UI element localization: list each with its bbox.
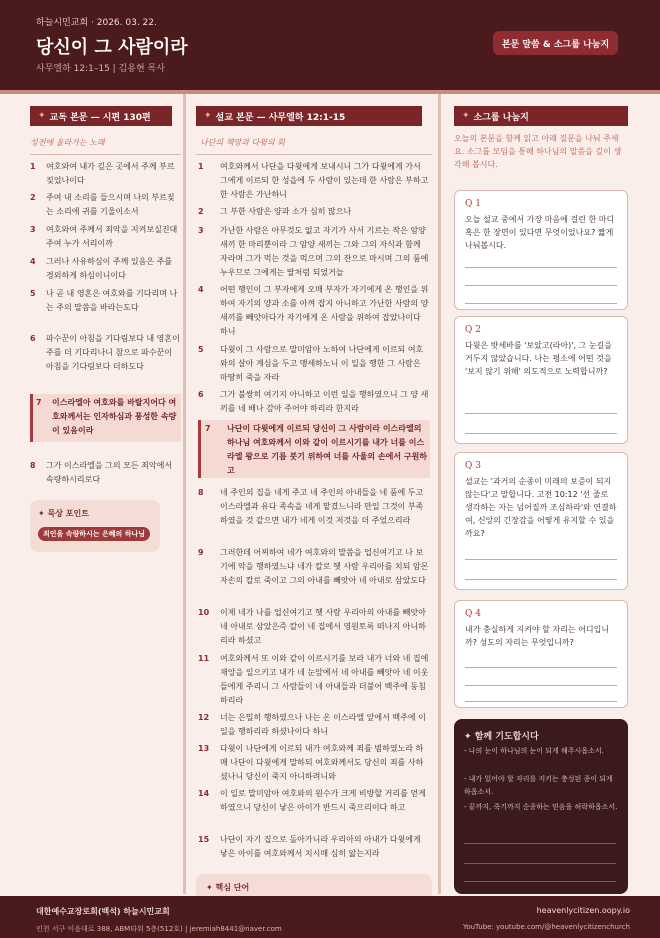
sermon-text-heading: ✦ 설교 본문 — 사무엘하 12:1-15 <box>196 106 422 126</box>
header <box>0 0 660 90</box>
verse: 8 그가 이스라엘을 그의 모든 죄악에서 속량하시리로다 <box>30 461 173 484</box>
prayer-line[interactable] <box>464 843 616 844</box>
prayer-line[interactable] <box>464 881 616 882</box>
verse: 6 그가 불쌍히 여기지 아니하고 이런 일을 행하였으니 그 양 새끼를 네 배나 갚아 주어야 하리라 한지라 <box>198 390 429 413</box>
question-text: 다윗은 밧세바를 '보았고(라아)', 그 눈길을 거두지 않았습니다. 나는 평소에 어떤 것을 '보지 않기 위해' 의도적으로 노력합니까? <box>465 341 613 376</box>
verse: 12 너는 은밀히 행하였으나 나는 온 이스라엘 앞에서 백주에 이 일을 행하리라 하셨나이다 하니 <box>198 713 426 736</box>
sparkle-icon: ✦ <box>462 111 470 121</box>
answer-line[interactable] <box>465 701 617 702</box>
passage-subtitle: 나단의 책망과 다윗의 회 <box>200 138 285 147</box>
question-number: Q 2 <box>465 325 481 335</box>
highlighted-verse: 7 이스라엘아 여호와를 바랄지어다 여호와께서는 인자하심과 풍성한 속량이 있음이라 <box>30 394 181 442</box>
verse: 15 나단이 자기 집으로 돌아가니라 우리아의 아내가 다윗에게 낳은 아이를 여호와께서 치시매 심히 앓는지라 <box>198 835 421 858</box>
verse: 4 그러나 사유하심이 주께 있음은 주를 경외하게 하심이니이다 <box>30 257 173 280</box>
church-date: 하늘시민교회 · 2026. 03. 22. <box>36 18 157 28</box>
footer <box>0 896 660 938</box>
small-group-heading: ✦ 소그룹 나눔지 <box>454 106 628 126</box>
meditation-title: ✦ 묵상 포인트 <box>38 509 89 518</box>
sermon-reference: 사무엘하 12:1–15 | 김용현 목사 <box>36 64 165 74</box>
answer-line[interactable] <box>465 433 617 434</box>
answer-line[interactable] <box>465 267 617 268</box>
verse: 4 어떤 행인이 그 부자에게 오매 부자가 자기에게 온 행인을 위하여 자기의 양과 소를 아껴 잡지 아니하고 가난한 사람의 양 새끼를 빼앗아다가 자기에게 온 사람을 위하여 잡았나이다 하니 <box>198 285 429 336</box>
divider <box>196 154 432 155</box>
meditation-box <box>30 500 160 552</box>
sparkle-icon: ✦ <box>204 111 212 121</box>
question-number: Q 1 <box>465 199 481 209</box>
verse: 5 나 곧 내 영혼은 여호와를 기다리며 나는 주의 말씀을 바라는도다 <box>30 289 178 312</box>
prayer-box <box>454 719 628 894</box>
verse: 6 파수꾼이 아침을 기다림보다 내 영혼이 주를 더 기다리나니 참으로 파수꾼이 아침을 기다림보다 더하도다 <box>30 334 180 371</box>
answer-line[interactable] <box>465 285 617 286</box>
answer-line[interactable] <box>465 685 617 686</box>
sermon-text-column <box>196 94 432 894</box>
question-text: 오늘 설교 중에서 가장 마음에 걸린 한 마디 혹은 한 장면이 있다면 무엇이었나요? 짧게 나눠봅시다. <box>465 215 615 250</box>
verse: 13 다윗이 나단에게 이르되 내가 여호와께 죄를 범하였노라 하매 나단이 다윗에게 말하되 여호와께서도 당신의 죄를 사하셨나니 당신이 죽지 아니하려니와 <box>198 744 424 781</box>
meditation-point: 죄인을 속량하시는 은혜의 하나님 <box>38 527 150 541</box>
verse: 11 여호와께서 또 이와 같이 이르시기를 보라 내가 너와 네 집에 재앙을 일으키고 내가 네 눈앞에서 네 아내를 빼앗아 네 이웃들에게 주리니 그 사람들이 네 아내들과 더불어 백주에 동침하리라 <box>198 654 429 705</box>
answer-line[interactable] <box>465 579 617 580</box>
verse: 8 네 주인의 집을 네게 주고 네 주인의 아내들을 네 품에 두고 이스라엘과 유다 족속을 네게 맡겼느니라 만일 그것이 부족하였을 것 같으면 내가 네게 이것 저것을 더 주었으리라 <box>198 488 424 525</box>
responsive-reading-heading: ✦ 교독 본문 — 시편 130편 <box>30 106 172 126</box>
question-text: 설교는 '과거의 순종이 미래의 보증이 되지 않는다'고 말합니다. 고전 10:12 '선 줄로 생각하는 자는 넘어질까 조심하라'와 연결하여, 신앙의 긴장감을 어떻게 유지할 수 있을까요? <box>465 477 617 538</box>
question-number: Q 4 <box>465 609 481 619</box>
website-link[interactable]: heavenlycitizen.oopy.io <box>536 906 630 915</box>
prayer-line[interactable] <box>464 863 616 864</box>
question-card <box>454 316 628 444</box>
prayer-title: ✦ 함께 기도합시다 <box>464 732 539 742</box>
divider <box>30 154 181 155</box>
verse: 9 그러한데 어찌하여 네가 여호와의 말씀을 업신여기고 나 보기에 악을 행하였느냐 네가 칼로 헷 사람 우리아를 치되 암몬 자손의 칼로 죽이고 그의 아내를 빼앗아 네 아내로 삼았도다 <box>198 548 429 585</box>
verse: 1 여호와께서 나단을 다윗에게 보내시니 그가 다윗에게 가서 그에게 이르되 한 성읍에 두 사람이 있는데 한 사람은 부하고 한 사람은 가난하니 <box>198 162 429 199</box>
verse: 2 그 부한 사람은 양과 소가 심히 많으나 <box>198 207 352 216</box>
answer-line[interactable] <box>465 667 617 668</box>
answer-line[interactable] <box>465 413 617 414</box>
verse: 3 가난한 사람은 아무것도 없고 자기가 사서 기르는 작은 암양 새끼 한 마리뿐이라 그 암양 새끼는 그와 그의 자식과 함께 자라며 그가 먹는 것을 먹으며 그의 잔으로 마시며 그의 품에 누우므로 그에게는 딸처럼 되었거늘 <box>198 226 429 277</box>
keyword-title: ✦ 핵심 단어 <box>206 883 250 892</box>
prayer-item: - 나의 눈이 하나님의 눈이 되게 해주시옵소서. <box>464 747 604 755</box>
highlighted-verse: 7 나단이 다윗에게 이르되 당신이 그 사람이라 이스라엘의 하나님 여호와께서 이와 같이 이르시기를 내가 너를 이스라엘 왕으로 기름 붓기 위하여 너를 사울의 손에서 구원하고 <box>198 420 430 478</box>
verse: 10 이제 네가 나를 업신여기고 헷 사람 우리아의 아내를 빼앗아 네 아내로 삼았은즉 칼이 네 집에서 영원토록 떠나지 아니하리라 하셨고 <box>198 608 426 645</box>
verse: 5 다윗이 그 사람으로 말미암아 노하여 나단에게 이르되 여호와의 살아 계심을 두고 맹세하노니 이 일을 행한 그 사람은 마땅히 죽을 자라 <box>198 345 424 382</box>
question-number: Q 3 <box>465 461 481 471</box>
sparkle-icon: ✦ <box>38 111 46 121</box>
small-group-intro: 오늘의 본문을 함께 읽고 아래 질문을 나눠 주세요. 소그룹 모임을 통해 하나님의 말씀을 깊이 생각해 봅시다. <box>454 134 622 169</box>
question-card <box>454 452 628 590</box>
church-address: 인천 서구 이음대로 388, ABM타워 5층(512호) | jeremiah8441@naver.com <box>36 925 282 933</box>
prayer-item: - 끝까지, 죽기까지 순종하는 믿음을 허락하옵소서. <box>464 803 618 811</box>
verse: 2 주여 내 소리를 들으시며 나의 부르짖는 소리에 귀를 기울이소서 <box>30 193 175 216</box>
question-card <box>454 600 628 708</box>
verse: 3 여호와여 주께서 죄악을 지켜보실진대 주여 누가 서리이까 <box>30 225 178 248</box>
psalm-subtitle: 성전에 올라가는 노래 <box>30 138 105 147</box>
answer-line[interactable] <box>465 559 617 560</box>
church-name: 대한예수교장로회(백석) 하늘시민교회 <box>36 907 170 916</box>
prayer-item: - 내가 있어야 할 자리를 지키는 충성된 종이 되게 하옵소서. <box>464 775 613 796</box>
page-title: 당신이 그 사람이라 <box>36 37 188 58</box>
column-divider <box>183 94 186 894</box>
column-divider <box>438 94 441 894</box>
small-group-column <box>454 94 628 894</box>
responsive-reading-column <box>30 94 181 894</box>
answer-line[interactable] <box>465 303 617 304</box>
verse: 14 이 일로 말미암아 여호와의 원수가 크게 비방할 거리를 얻게 하였으니 당신이 낳은 아이가 반드시 죽으리이다 하고 <box>198 789 426 812</box>
question-text: 내가 충실하게 지켜야 할 자리는 어디입니까? 성도의 자리는 무엇입니까? <box>465 625 610 647</box>
bulletin-type-badge: 본문 말씀 & 소그룹 나눔지 <box>493 31 618 55</box>
youtube-link[interactable]: YouTube: youtube.com/@heavenlycitizenchurch <box>462 923 630 931</box>
question-card <box>454 190 628 310</box>
verse: 1 여호와여 내가 깊은 곳에서 주께 부르짖었나이다 <box>30 162 175 185</box>
